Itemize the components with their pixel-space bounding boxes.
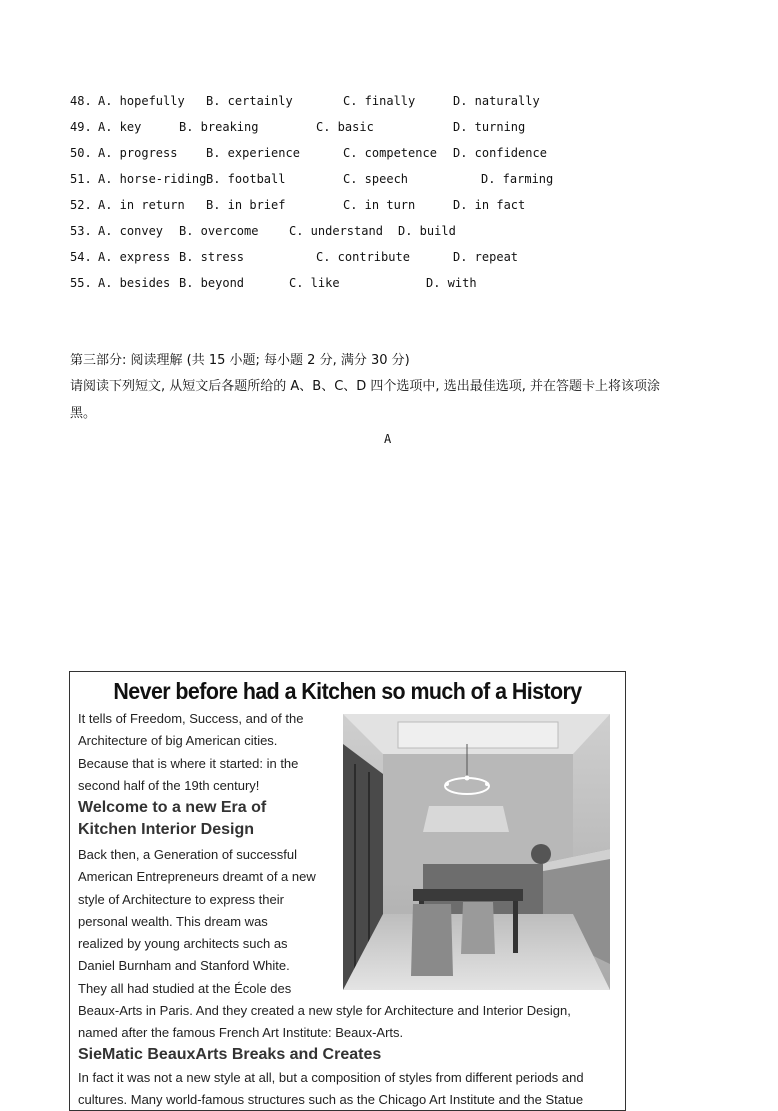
section-instruction-cont: 黑。 bbox=[70, 406, 97, 421]
section-instruction: 请阅读下列短文, 从短文后各题所给的 A、B、C、D 四个选项中, 选出最佳选项, 并在答题卡上将该项涂 bbox=[70, 379, 660, 394]
option-c: C. finally bbox=[343, 94, 416, 108]
option-c: C. understand bbox=[289, 224, 383, 238]
question-number: 52. bbox=[70, 198, 92, 212]
question-number: 55. bbox=[70, 276, 92, 290]
option-a: A. convey bbox=[98, 224, 164, 238]
option-c: C. basic bbox=[316, 120, 374, 134]
ad-heading-siematic: SieMatic BeauxArts Breaks and Creates bbox=[78, 1046, 382, 1063]
kitchen-advertisement bbox=[69, 671, 626, 1111]
option-b: B. football bbox=[206, 172, 286, 186]
section-heading: 第三部分: 阅读理解 (共 15 小题; 每小题 2 分, 满分 30 分) bbox=[70, 353, 410, 368]
option-b: B. experience bbox=[206, 146, 300, 160]
option-b: B. beyond bbox=[179, 276, 245, 290]
option-d: D. in fact bbox=[453, 198, 526, 212]
option-b: B. breaking bbox=[179, 120, 259, 134]
option-b: B. stress bbox=[179, 250, 245, 264]
option-a: A. horse-riding bbox=[98, 172, 207, 186]
option-b: B. overcome bbox=[179, 224, 259, 238]
option-c: C. in turn bbox=[343, 198, 416, 212]
question-number: 49. bbox=[70, 120, 92, 134]
ad-heading-era: Welcome to a new Era of Kitchen Interior Design bbox=[78, 799, 267, 838]
option-c: C. speech bbox=[343, 172, 409, 186]
option-d: D. naturally bbox=[453, 94, 540, 108]
option-c: C. like bbox=[289, 276, 340, 290]
option-d: D. with bbox=[426, 276, 477, 290]
option-a: A. besides bbox=[98, 276, 171, 290]
passage-label: A bbox=[384, 432, 392, 446]
option-b: B. certainly bbox=[206, 94, 293, 108]
question-number: 53. bbox=[70, 224, 92, 238]
option-a: A. in return bbox=[98, 198, 185, 212]
option-d: D. build bbox=[398, 224, 456, 238]
option-a: A. hopefully bbox=[98, 94, 185, 108]
option-a: A. key bbox=[98, 120, 142, 134]
option-a: A. progress bbox=[98, 146, 178, 160]
option-c: C. competence bbox=[343, 146, 437, 160]
kitchen-photo bbox=[343, 714, 610, 990]
option-d: D. turning bbox=[453, 120, 526, 134]
ad-body-history: Back then, a Generation of successful American Entrepreneurs dreamt of a new style of Architecture to express their personal wealth. This dream was realized by young architects such as Daniel Burnham and Stanford White. They all had studied at the École des Beaux-Arts in Paris. And they created a new style for Architecture and Interior Design, named after the famous French Art Institute: Beaux-Arts. bbox=[78, 847, 571, 1041]
question-number: 50. bbox=[70, 146, 92, 160]
option-d: D. farming bbox=[481, 172, 554, 186]
option-a: A. express bbox=[98, 250, 171, 264]
ad-body-siematic: In fact it was not a new style at all, but a composition of styles from different periods and cultures. Many world-famous structures such as the Chicago Art Institute and the Statue bbox=[78, 1070, 584, 1108]
option-d: D. repeat bbox=[453, 250, 519, 264]
ad-intro: It tells of Freedom, Success, and of the Architecture of big American cities. Because that is where it started: in the second half of the 19th century! bbox=[78, 711, 304, 793]
option-d: D. confidence bbox=[453, 146, 547, 160]
option-b: B. in brief bbox=[206, 198, 286, 212]
option-c: C. contribute bbox=[316, 250, 410, 264]
question-number: 48. bbox=[70, 94, 92, 108]
question-number: 51. bbox=[70, 172, 92, 186]
question-number: 54. bbox=[70, 250, 92, 264]
ad-title: Never before had a Kitchen so much of a History bbox=[113, 678, 582, 704]
